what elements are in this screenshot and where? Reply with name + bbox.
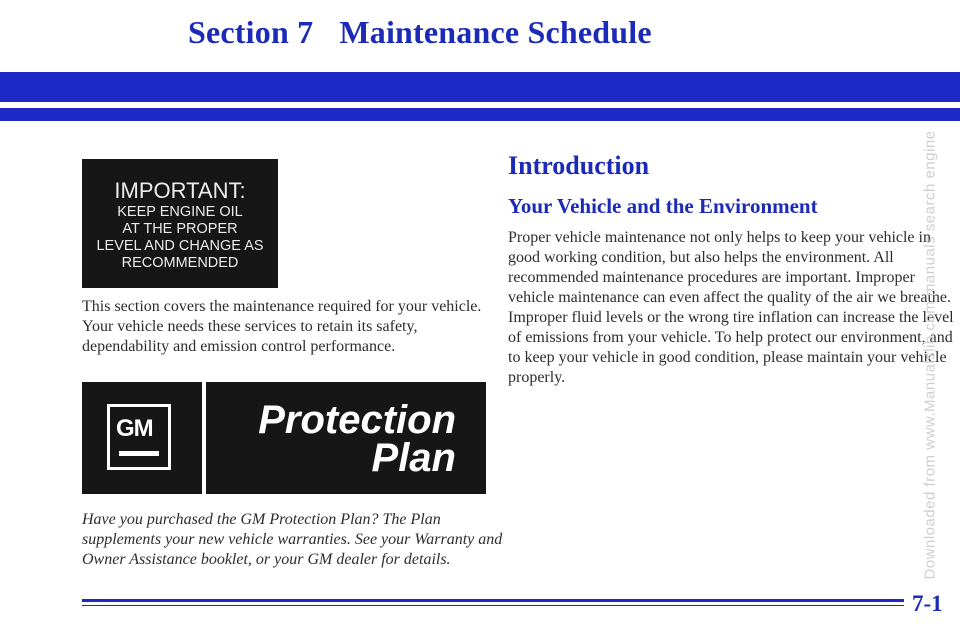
- gm-emblem-text: GM: [116, 415, 153, 442]
- environment-paragraph: Proper vehicle maintenance not only helps to keep your vehicle in good working condition, but also helps the environment. All recommended maintenance procedures are important. Improper vehicle maintenance can even affect the quality of the air we breathe. Improper fluid levels or the wrong tire inflation can increase the level of emissions from your vehicle. To help protect our environment, and to keep your vehicle in good condition, please maintain your vehicle properly.: [508, 229, 954, 386]
- important-heading: IMPORTANT:: [114, 178, 246, 203]
- gm-emblem-underline: [119, 451, 159, 456]
- important-line: LEVEL AND CHANGE AS: [96, 238, 264, 254]
- footer-rule-thin: [82, 605, 904, 606]
- header-band-thick: [0, 72, 960, 102]
- important-line: RECOMMENDED: [121, 255, 239, 271]
- gm-emblem-icon: [107, 404, 171, 470]
- watermark-text: Downloaded from www.Manualslib.com manuals search engine: [921, 130, 939, 580]
- footer-rule-thick: [82, 599, 904, 602]
- protection-plan-panel: [206, 382, 486, 494]
- gm-protection-plan-logo: [82, 382, 486, 494]
- environment-subheading: Your Vehicle and the Environment: [508, 194, 818, 218]
- section-label: Section 7: [188, 14, 314, 50]
- important-notice-box: [82, 159, 278, 288]
- watermark: [904, 80, 956, 630]
- protection-plan-line1: Protection: [258, 398, 456, 442]
- maintenance-intro-paragraph: This section covers the maintenance required for your vehicle. Your vehicle needs these services to retain its safety, dependability and emission control performance.: [82, 298, 482, 355]
- introduction-heading: Introduction: [508, 151, 650, 180]
- header-band-thin: [0, 108, 960, 121]
- protection-plan-note: Have you purchased the GM Protection Plan? The Plan supplements your new vehicle warranties. See your Warranty and Owner Assistance booklet, or your GM dealer for details.: [82, 511, 503, 568]
- protection-plan-line2: Plan: [371, 436, 456, 480]
- page-number: 7-1: [912, 591, 943, 616]
- important-line: KEEP ENGINE OIL: [117, 204, 243, 220]
- section-name: Maintenance Schedule: [339, 14, 652, 50]
- important-line: AT THE PROPER: [122, 221, 238, 237]
- gm-emblem-panel: [82, 382, 202, 494]
- section-title: [188, 14, 652, 51]
